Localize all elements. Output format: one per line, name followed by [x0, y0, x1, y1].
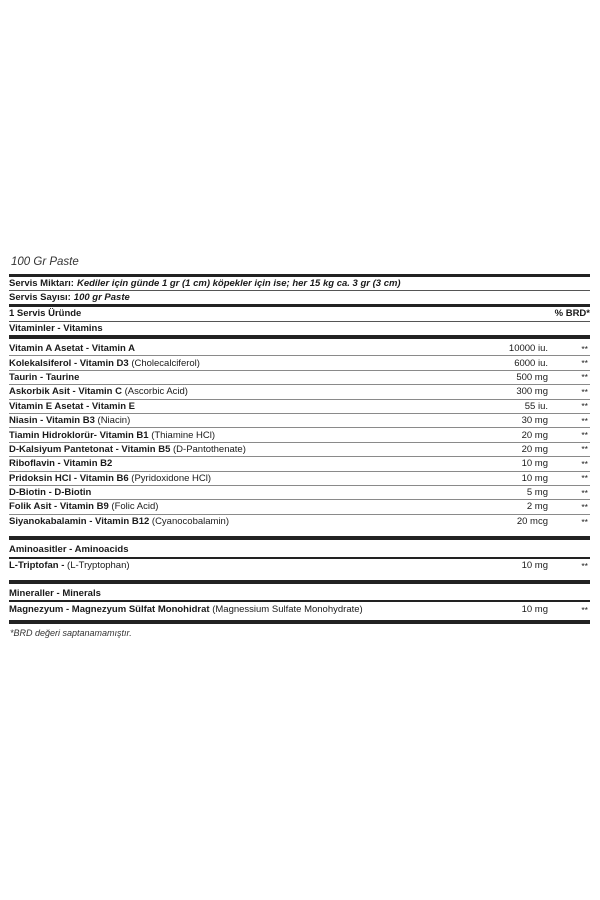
- section-title-vitamins: Vitaminler - Vitamins: [9, 322, 103, 334]
- ingredient-extra: (Cyanocobalamin): [151, 516, 229, 528]
- ingredient-name: D-Biotin - D-Biotin: [9, 487, 92, 499]
- ingredient-amount: 10 mg: [521, 604, 548, 616]
- ingredient-amount: 2 mg: [526, 501, 548, 513]
- footnote: *BRD değeri saptanamamıştır.: [10, 627, 132, 638]
- serving-amount: [9, 277, 590, 290]
- table-row: [9, 515, 590, 529]
- ingredient-name: Siyanokabalamin - Vitamin B12 (Cyanocobalamin): [9, 516, 229, 528]
- ingredient-extra: (Thiamine HCl): [151, 429, 216, 441]
- serving-count: [9, 291, 590, 304]
- ingredient-brd: **: [581, 358, 588, 369]
- ingredient-extra: (D-Pantothenate): [173, 443, 246, 455]
- ingredient-brd: **: [581, 386, 588, 397]
- ingredient-name: Riboflavin - Vitamin B2: [9, 458, 113, 470]
- table-row: [9, 457, 590, 471]
- ingredient-brd: **: [581, 501, 588, 512]
- table-row: [9, 559, 590, 573]
- table-row: [9, 472, 590, 486]
- ingredient-extra: (Pyridoxidone HCl): [131, 472, 212, 484]
- ingredient-amount: 5 mg: [526, 487, 548, 499]
- ingredient-name: Vitamin A Asetat - Vitamin A: [9, 343, 135, 355]
- table-row: [9, 385, 590, 399]
- ingredient-brd: **: [581, 458, 588, 469]
- table-row: [9, 342, 590, 356]
- ingredient-name: Taurin - Taurine: [9, 371, 80, 383]
- ingredient-amount: 6000 iu.: [514, 357, 548, 369]
- ingredient-brd: **: [581, 516, 588, 527]
- ingredient-amount: 10 mg: [521, 472, 548, 484]
- divider: [9, 620, 590, 624]
- ingredient-amount: 300 mg: [516, 386, 548, 398]
- ingredient-extra: (L-Tryptophan): [67, 560, 130, 572]
- ingredient-name: Vitamin E Asetat - Vitamin E: [9, 400, 136, 412]
- table-row: [9, 414, 590, 428]
- table-row: [9, 371, 590, 385]
- table-row: [9, 500, 590, 514]
- table-row: [9, 486, 590, 500]
- aminoacids-list: [9, 559, 590, 573]
- ingredient-amount: 20 mcg: [516, 516, 548, 528]
- ingredient-name: Askorbik Asit - Vitamin C (Ascorbic Acid): [9, 386, 188, 398]
- product-title: 100 Gr Paste: [11, 256, 79, 268]
- serving-count-value: 100 gr Paste: [73, 292, 130, 303]
- ingredient-brd: **: [581, 372, 588, 383]
- ingredient-name: Tiamin Hidroklorür- Vitamin B1 (Thiamine HCl): [9, 429, 216, 441]
- table-header-left: 1 Servis Üründe: [9, 308, 82, 320]
- table-header-right: % BRD*: [554, 308, 590, 320]
- ingredient-amount: 500 mg: [516, 371, 548, 383]
- ingredient-name: Niasin - Vitamin B3 (Niacin): [9, 415, 131, 427]
- ingredient-amount: 55 iu.: [524, 400, 548, 412]
- ingredient-amount: 10 mg: [521, 560, 548, 572]
- ingredient-brd: **: [581, 604, 588, 615]
- ingredient-name: D-Kalsiyum Pantetonat - Vitamin B5 (D-Pantothenate): [9, 443, 246, 455]
- ingredient-brd: **: [581, 560, 588, 571]
- ingredient-brd: **: [581, 430, 588, 441]
- serving-amount-label: Servis Miktarı:: [9, 278, 74, 289]
- ingredient-extra: (Niacin): [97, 415, 131, 427]
- ingredient-extra: (Folic Acid): [111, 501, 159, 513]
- table-row: [9, 602, 590, 616]
- ingredient-brd: **: [581, 473, 588, 484]
- ingredient-brd: **: [581, 401, 588, 412]
- table-row: [9, 428, 590, 442]
- section-title-minerals: Mineraller - Minerals: [9, 588, 101, 600]
- ingredient-amount: 20 mg: [521, 429, 548, 441]
- serving-count-label: Servis Sayısı:: [9, 292, 71, 303]
- table-header: [9, 307, 590, 321]
- ingredient-name: Pridoksin HCl - Vitamin B6 (Pyridoxidone HCl): [9, 472, 212, 484]
- table-row: [9, 356, 590, 370]
- ingredient-brd: **: [581, 415, 588, 426]
- ingredient-name: Kolekalsiferol - Vitamin D3 (Cholecalciferol): [9, 357, 200, 369]
- ingredient-extra: (Magnessium Sulfate Monohydrate): [212, 604, 363, 616]
- ingredient-name: Magnezyum - Magnezyum Sülfat Monohidrat (Magnessium Sulfate Monohydrate): [9, 604, 363, 616]
- table-row: [9, 443, 590, 457]
- ingredient-amount: 20 mg: [521, 443, 548, 455]
- ingredient-brd: **: [581, 343, 588, 354]
- ingredient-name: L-Triptofan - (L-Tryptophan): [9, 560, 130, 572]
- supplement-facts-panel: [9, 256, 590, 638]
- serving-amount-value: Kediler için günde 1 gr (1 cm) köpekler için ise; her 15 kg ca. 3 gr (3 cm): [76, 278, 401, 289]
- ingredient-extra: (Ascorbic Acid): [124, 386, 188, 398]
- section-title-aminoacids: Aminoasitler - Aminoacids: [9, 544, 129, 556]
- ingredient-name: Folik Asit - Vitamin B9 (Folic Acid): [9, 501, 159, 513]
- minerals-list: [9, 602, 590, 616]
- ingredient-amount: 30 mg: [521, 415, 548, 427]
- ingredient-extra: (Cholecalciferol): [131, 357, 200, 369]
- ingredient-amount: 10 mg: [521, 458, 548, 470]
- vitamins-list: [9, 342, 590, 529]
- ingredient-brd: **: [581, 444, 588, 455]
- table-row: [9, 400, 590, 414]
- ingredient-brd: **: [581, 487, 588, 498]
- ingredient-amount: 10000 iu.: [508, 343, 548, 355]
